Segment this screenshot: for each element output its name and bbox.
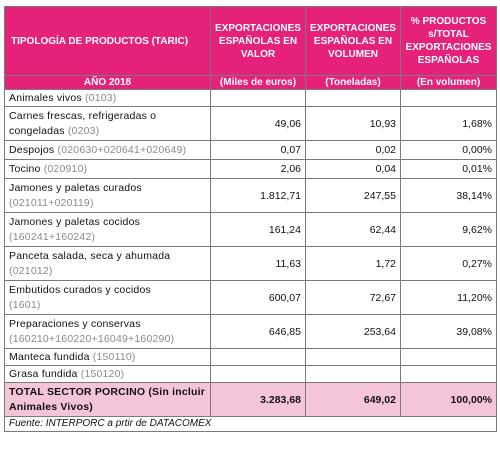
row-product	[5, 90, 211, 107]
row-valor: 0,07	[211, 141, 306, 160]
row-volumen: 0,02	[306, 141, 401, 160]
table-row	[5, 213, 497, 247]
row-valor	[211, 90, 306, 107]
row-porcentaje: 11,20%	[401, 281, 497, 315]
header-volumen: EXPORTACIONES ESPAÑOLAS EN VOLUMEN	[306, 7, 401, 76]
product-name: Despojos	[9, 143, 55, 156]
table-row	[5, 315, 497, 349]
product-name: Grasa fundida	[9, 367, 78, 380]
product-code: (150120)	[80, 367, 125, 380]
row-valor: 600,07	[211, 281, 306, 315]
row-porcentaje: 0,00%	[401, 141, 497, 160]
row-product	[5, 141, 211, 160]
row-porcentaje: 1,68%	[401, 107, 497, 141]
subheader-valor-unit: (Miles de euros)	[211, 76, 306, 90]
row-volumen: 72,67	[306, 281, 401, 315]
row-porcentaje	[401, 366, 497, 383]
row-volumen	[306, 90, 401, 107]
row-volumen	[306, 366, 401, 383]
table-row	[5, 366, 497, 383]
header-valor: EXPORTACIONES ESPAÑOLAS EN VALOR	[211, 7, 306, 76]
product-code: (160210+160220+16049+160290)	[9, 332, 175, 345]
product-code: (1601)	[9, 298, 41, 311]
row-product	[5, 281, 211, 315]
product-name: Tocino	[9, 162, 41, 175]
product-name: Manteca fundida	[9, 350, 90, 363]
source-note: Fuente: INTERPORC a prtir de DATACOMEX	[5, 417, 497, 432]
row-valor: 161,24	[211, 213, 306, 247]
product-code: (0103)	[84, 91, 117, 104]
table-row	[5, 349, 497, 366]
footer-row	[5, 417, 497, 432]
row-volumen: 62,44	[306, 213, 401, 247]
table-row	[5, 90, 497, 107]
subheader-row	[5, 76, 497, 90]
table-container	[4, 6, 496, 432]
product-code: (150110)	[92, 350, 136, 363]
product-name: Embutidos curados y cocidos	[9, 283, 151, 296]
product-name: Carnes frescas, refrigeradas o congeladas	[9, 109, 157, 137]
row-valor: 11,63	[211, 247, 306, 281]
table-row	[5, 160, 497, 179]
product-code: (160241+160242)	[9, 230, 96, 243]
row-product	[5, 315, 211, 349]
total-row	[5, 383, 497, 417]
total-porcentaje: 100,00%	[401, 383, 497, 417]
row-volumen: 253,64	[306, 315, 401, 349]
row-valor: 49,06	[211, 107, 306, 141]
table-row	[5, 247, 497, 281]
row-product	[5, 349, 211, 366]
total-valor: 3.283,68	[211, 383, 306, 417]
product-code: (021012)	[9, 264, 53, 277]
row-valor: 2,06	[211, 160, 306, 179]
row-valor: 646,85	[211, 315, 306, 349]
row-valor: 1.812,71	[211, 179, 306, 213]
row-porcentaje: 0,01%	[401, 160, 497, 179]
row-product	[5, 247, 211, 281]
product-name: Panceta salada, seca y ahumada	[9, 249, 171, 262]
table-row	[5, 107, 497, 141]
product-name: Animales vivos	[9, 91, 82, 104]
row-porcentaje: 0,27%	[401, 247, 497, 281]
product-code: (021011+020119)	[9, 196, 94, 209]
total-label: TOTAL SECTOR PORCINO (Sin incluir Animales Vivos)	[5, 383, 211, 417]
table-row	[5, 141, 497, 160]
table-row	[5, 281, 497, 315]
product-code: (020630+020641+020649)	[57, 143, 187, 156]
product-code: (020910)	[43, 162, 88, 175]
header-row	[5, 7, 497, 76]
row-product	[5, 179, 211, 213]
row-volumen: 0,04	[306, 160, 401, 179]
row-porcentaje	[401, 349, 497, 366]
subheader-volumen-unit: (Toneladas)	[306, 76, 401, 90]
product-name: Jamones y paletas curados	[9, 181, 142, 194]
header-porcentaje: % PRODUCTOS s/TOTAL EXPORTACIONES ESPAÑOLAS	[401, 7, 497, 76]
row-porcentaje	[401, 90, 497, 107]
row-product	[5, 213, 211, 247]
header-tipologia: TIPOLOGÍA DE PRODUCTOS (TARIC)	[5, 7, 211, 76]
product-name: Jamones y paletas cocidos	[9, 215, 141, 228]
row-volumen: 1,72	[306, 247, 401, 281]
row-porcentaje: 39,08%	[401, 315, 497, 349]
row-porcentaje: 9,62%	[401, 213, 497, 247]
subheader-year: AÑO 2018	[5, 76, 211, 90]
row-product	[5, 366, 211, 383]
row-valor	[211, 366, 306, 383]
product-code: (0203)	[67, 124, 100, 137]
subheader-porcentaje-unit: (En volumen)	[401, 76, 497, 90]
row-volumen: 247,55	[306, 179, 401, 213]
row-volumen	[306, 349, 401, 366]
product-name: Preparaciones y conservas	[9, 317, 141, 330]
row-volumen: 10,93	[306, 107, 401, 141]
row-valor	[211, 349, 306, 366]
total-volumen: 649,02	[306, 383, 401, 417]
table-row	[5, 179, 497, 213]
row-porcentaje: 38,14%	[401, 179, 497, 213]
row-product	[5, 160, 211, 179]
row-product	[5, 107, 211, 141]
exports-table	[4, 6, 497, 432]
